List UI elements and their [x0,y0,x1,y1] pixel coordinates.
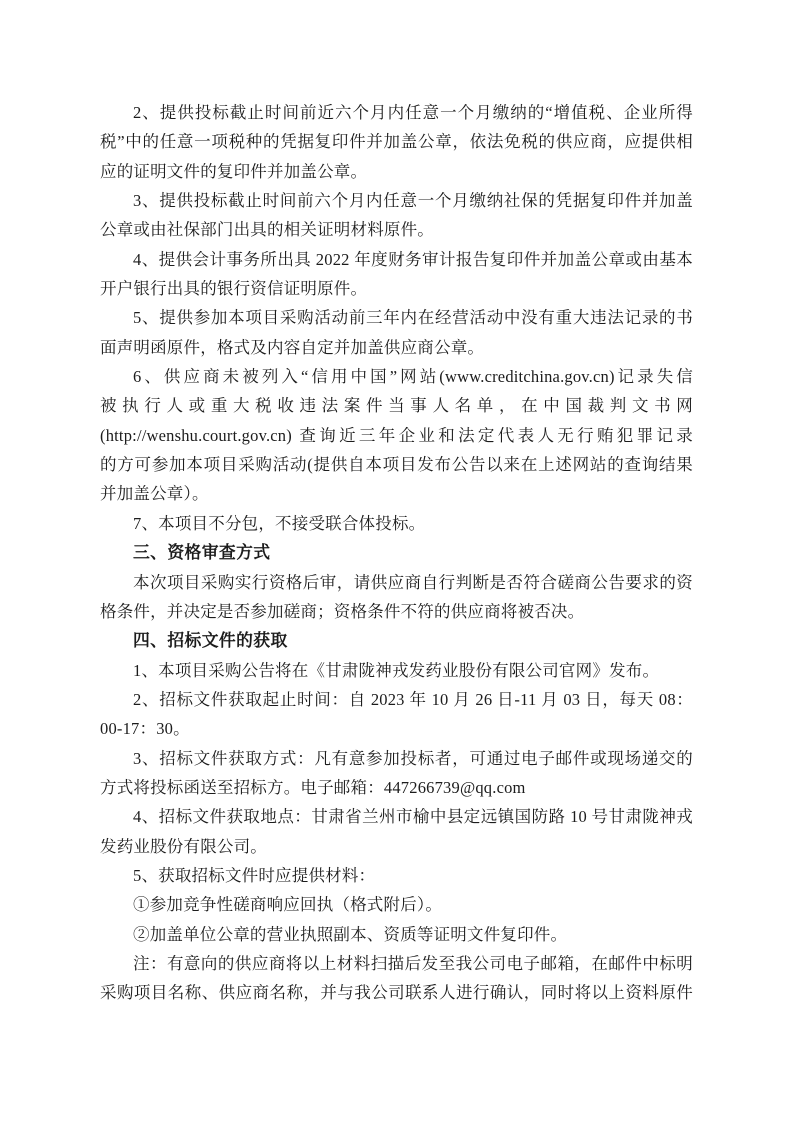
paragraph-line: 的方可参加本项目采购活动(提供自本项目发布公告以来在上述网站的查询结果 [100,455,693,475]
paragraph-line: 面声明函原件，格式及内容自定并加盖供应商公章。 [100,337,485,357]
paragraph-line: 2、招标文件获取起止时间：自 2023 年 10 月 26 日-11 月 03 日，每天 08： [133,689,693,709]
paragraph-line: 1、本项目采购公告将在《甘肃陇神戎发药业股份有限公司官网》发布。 [133,660,660,680]
paragraph-line: 应的证明文件的复印件并加盖公章。 [100,161,368,181]
paragraph-line: 3、提供投标截止时间前六个月内任意一个月缴纳社保的凭据复印件并加盖 [133,191,693,211]
paragraph-line: 开户银行出具的银行资信证明原件。 [100,279,368,299]
paragraph-line: 方式将投标函送至招标方。电子邮箱：447266739@qq.com [100,777,526,797]
paragraph-line: (http://wenshu.court.gov.cn) 查询近三年企业和法定代表人无行贿犯罪记录 [100,425,693,445]
section-heading: 三、资格审查方式 [133,543,271,563]
document-body [100,98,693,1008]
paragraph-line: 发药业股份有限公司。 [100,836,267,856]
paragraph-line: 税”中的任意一项税种的凭据复印件并加盖公章，依法免税的供应商，应提供相 [100,132,693,152]
paragraph-line: 5、获取招标文件时应提供材料： [133,865,376,885]
paragraph-line: 采购项目名称、供应商名称，并与我公司联系人进行确认，同时将以上资料原件 [100,983,693,1003]
paragraph-line: 4、提供会计事务所出具 2022 年度财务审计报告复印件并加盖公章或由基本 [133,249,693,269]
paragraph-line: 并加盖公章）。 [100,484,209,504]
paragraph-line: 6、供应商未被列入“信用中国”网站(www.creditchina.gov.cn)记录失信 [133,367,693,387]
paragraph-line: ①参加竞争性磋商响应回执（格式附后）。 [133,895,443,915]
section-heading: 四、招标文件的获取 [133,631,288,651]
paragraph-line: 2、提供投标截止时间前近六个月内任意一个月缴纳的“增值税、企业所得 [133,103,693,122]
paragraph-line: 注：有意向的供应商将以上材料扫描后发至我公司电子邮箱，在邮件中标明 [133,953,693,973]
paragraph-line: 格条件，并决定是否参加磋商；资格条件不符的供应商将被否决。 [100,601,585,621]
paragraph-line: 4、招标文件获取地点：甘肃省兰州市榆中县定远镇国防路 10 号甘肃陇神戎 [133,807,693,827]
paragraph-line: 被执行人或重大税收违法案件当事人名单，在中国裁判文书网 [100,396,693,416]
paragraph-line: 本次项目采购实行资格后审，请供应商自行判断是否符合磋商公告要求的资 [133,572,693,592]
paragraph-line: 5、提供参加本项目采购活动前三年内在经营活动中没有重大违法记录的书 [133,308,693,328]
paragraph-line: 公章或由社保部门出具的相关证明材料原件。 [100,220,434,240]
paragraph-line: 7、本项目不分包，不接受联合体投标。 [133,513,426,533]
paragraph-line: 00-17：30。 [100,719,190,739]
paragraph-line: ②加盖单位公章的营业执照副本、资质等证明文件复印件。 [133,924,568,944]
paragraph-line: 3、招标文件获取方式：凡有意参加投标者，可通过电子邮件或现场递交的 [133,748,693,768]
